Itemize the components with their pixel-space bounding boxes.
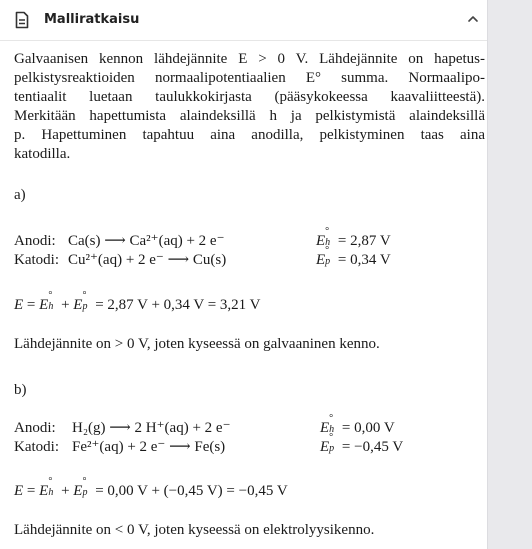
chevron-up-icon[interactable] xyxy=(467,13,479,25)
part-a-anode-value: 2,87 V xyxy=(350,233,391,249)
part-a-anode-label: Anodi: xyxy=(14,233,56,249)
part-b-cathode-value: −0,45 V xyxy=(354,439,404,455)
intro-line: tentiaalit luetaan taulukkokirjasta (pääsykokeessa kaavaliitteestä). xyxy=(14,89,485,105)
part-b-anode-value: 0,00 V xyxy=(354,420,395,436)
part-b-sum-rhs: = 0,00 V + (−0,45 V) = −0,45 V xyxy=(95,483,288,499)
part-b-label: b) xyxy=(14,382,27,398)
intro-line: pelkistysreaktioiden normaalipotentiaalien E° summa. Normaalipo- xyxy=(14,70,485,86)
part-b-cathode-reaction: Fe²⁺(aq) + 2 e⁻ ⟶ Fe(s) xyxy=(72,439,226,455)
part-a-conclusion: Lähdejännite on > 0 V, joten kyseessä on galvaaninen kenno. xyxy=(14,336,380,352)
part-b-cathode-potential: E ° p = −0,45 V xyxy=(320,432,404,455)
part-a-anode-potential: E ° h = 2,87 V xyxy=(316,226,391,249)
part-a-cathode-value: 0,34 V xyxy=(350,252,391,268)
intro-line: p. Hapettuminen tapahtuu aina anodilla, pelkistyminen taas aina xyxy=(14,127,485,143)
part-a-label: a) xyxy=(14,187,26,203)
part-a-sum-rhs: = 2,87 V + 0,34 V = 3,21 V xyxy=(95,297,261,313)
part-a-cathode-reaction: Cu²⁺(aq) + 2 e⁻ ⟶ Cu(s) xyxy=(68,252,227,268)
document-icon xyxy=(14,11,30,29)
part-a-cathode-potential: E ° p = 0,34 V xyxy=(316,245,391,268)
part-b-anode-reaction: H₂(g) ⟶ 2 H⁺(aq) + 2 e⁻ xyxy=(72,420,231,436)
intro-paragraph xyxy=(14,50,485,164)
part-b-anode-label: Anodi: xyxy=(14,420,56,436)
part-b-conclusion: Lähdejännite on < 0 V, joten kyseessä on elektrolyysikenno. xyxy=(14,522,375,538)
part-a-sum-equation: E = E ° h + E ° p = 2,87 V + 0,34 V = 3,21 V xyxy=(14,290,261,313)
part-a-cathode-label: Katodi: xyxy=(14,252,59,268)
part-b-sum-equation: E = E ° h + E ° p = 0,00 V + (−0,45 V) = −0,45 V xyxy=(14,476,288,499)
panel-title: Malliratkaisu xyxy=(44,12,140,27)
panel-header[interactable] xyxy=(0,0,488,41)
intro-line: Merkitään hapettumista alaindeksillä h ja pelkistymistä alaindeksillä xyxy=(14,108,485,124)
part-b-cathode-label: Katodi: xyxy=(14,439,59,455)
scrollbar[interactable] xyxy=(487,0,532,549)
intro-line: katodilla. xyxy=(14,146,71,162)
part-b-anode-potential: E ° h = 0,00 V xyxy=(320,413,395,436)
part-a-anode-reaction: Ca(s) ⟶ Ca²⁺(aq) + 2 e⁻ xyxy=(68,233,225,249)
intro-line: Galvaanisen kennon lähdejännite E > 0 V. Lähdejännite on hapetus- xyxy=(14,51,485,67)
